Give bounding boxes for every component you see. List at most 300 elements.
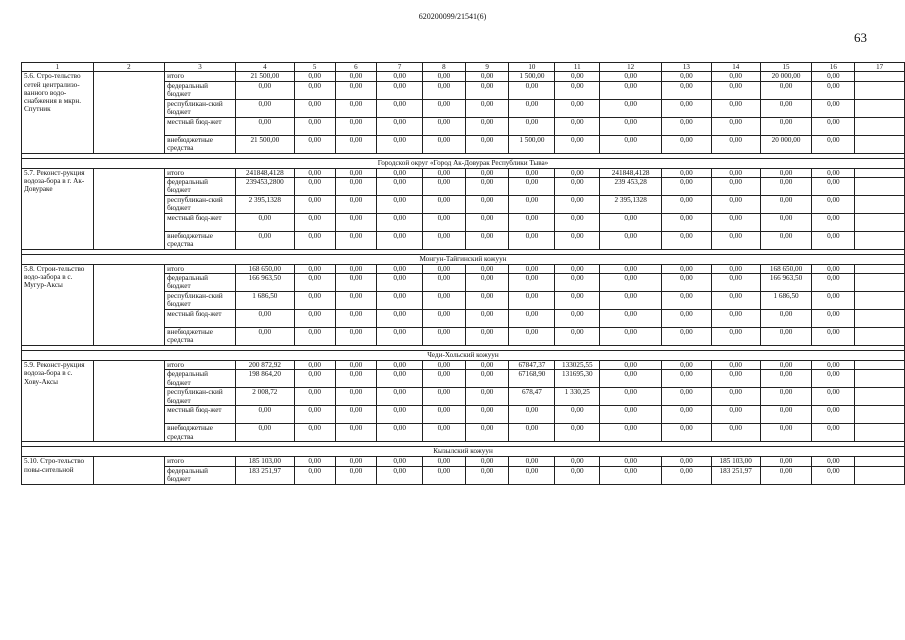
value-cell: 0,00 <box>812 72 855 81</box>
value-cell: 0,00 <box>294 81 335 99</box>
value-cell: 198 864,20 <box>235 370 294 388</box>
value-cell: 0,00 <box>555 72 600 81</box>
value-cell: 0,00 <box>465 81 509 99</box>
value-cell <box>855 466 905 484</box>
value-cell: 0,00 <box>812 328 855 346</box>
value-cell: 0,00 <box>812 135 855 153</box>
value-cell: 0,00 <box>509 231 555 249</box>
value-cell: 0,00 <box>294 406 335 424</box>
funding-source-label: республикан-ский бюджет <box>165 99 236 117</box>
column-2-cell <box>93 457 164 484</box>
value-cell: 0,00 <box>662 117 712 135</box>
value-cell: 0,00 <box>555 310 600 328</box>
value-cell: 67847,37 <box>509 361 555 370</box>
value-cell: 0,00 <box>555 168 600 177</box>
value-cell: 2 395,1328 <box>600 195 662 213</box>
value-cell: 0,00 <box>377 370 423 388</box>
value-cell: 0,00 <box>711 274 760 292</box>
value-cell: 0,00 <box>812 195 855 213</box>
value-cell: 0,00 <box>377 424 423 442</box>
value-cell: 0,00 <box>422 213 465 231</box>
value-cell: 0,00 <box>662 328 712 346</box>
value-cell: 0,00 <box>465 361 509 370</box>
value-cell: 0,00 <box>812 466 855 484</box>
value-cell: 0,00 <box>600 81 662 99</box>
table-row <box>22 264 905 273</box>
value-cell: 0,00 <box>812 168 855 177</box>
value-cell: 0,00 <box>711 406 760 424</box>
value-cell: 0,00 <box>662 457 712 466</box>
value-cell: 0,00 <box>335 388 377 406</box>
value-cell: 0,00 <box>711 177 760 195</box>
value-cell: 0,00 <box>235 328 294 346</box>
value-cell: 0,00 <box>600 231 662 249</box>
project-name: 5.9. Реконст-рукция водоза-бора в с. Хову-Аксы <box>22 361 94 442</box>
value-cell <box>855 328 905 346</box>
value-cell: 0,00 <box>465 99 509 117</box>
value-cell: 0,00 <box>335 292 377 310</box>
value-cell: 0,00 <box>812 231 855 249</box>
value-cell: 0,00 <box>711 168 760 177</box>
value-cell: 0,00 <box>422 457 465 466</box>
table-row <box>22 168 905 177</box>
value-cell: 0,00 <box>235 213 294 231</box>
value-cell: 0,00 <box>335 195 377 213</box>
value-cell: 0,00 <box>600 310 662 328</box>
column-number: 6 <box>335 63 377 72</box>
value-cell: 0,00 <box>812 274 855 292</box>
value-cell: 0,00 <box>662 99 712 117</box>
value-cell: 0,00 <box>600 361 662 370</box>
value-cell: 0,00 <box>377 231 423 249</box>
value-cell: 0,00 <box>812 361 855 370</box>
value-cell <box>855 231 905 249</box>
value-cell: 200 872,92 <box>235 361 294 370</box>
funding-source-label: федеральный бюджет <box>165 370 236 388</box>
value-cell <box>855 424 905 442</box>
column-2-cell <box>93 72 164 153</box>
value-cell: 678,47 <box>509 388 555 406</box>
value-cell: 241848,4128 <box>600 168 662 177</box>
value-cell: 0,00 <box>294 424 335 442</box>
value-cell: 0,00 <box>235 99 294 117</box>
value-cell: 0,00 <box>335 457 377 466</box>
value-cell: 0,00 <box>600 72 662 81</box>
value-cell: 0,00 <box>555 213 600 231</box>
value-cell: 0,00 <box>377 213 423 231</box>
value-cell: 0,00 <box>555 177 600 195</box>
value-cell: 0,00 <box>294 328 335 346</box>
value-cell: 0,00 <box>465 231 509 249</box>
value-cell: 0,00 <box>711 388 760 406</box>
value-cell: 0,00 <box>465 274 509 292</box>
value-cell: 0,00 <box>422 168 465 177</box>
value-cell: 0,00 <box>812 292 855 310</box>
value-cell: 0,00 <box>294 99 335 117</box>
value-cell: 0,00 <box>422 406 465 424</box>
funding-source-label: местный бюд-жет <box>165 213 236 231</box>
value-cell <box>855 81 905 99</box>
funding-source-label: внебюджетные средства <box>165 328 236 346</box>
header-row <box>22 63 905 72</box>
value-cell: 0,00 <box>555 135 600 153</box>
value-cell: 0,00 <box>377 72 423 81</box>
value-cell: 0,00 <box>422 117 465 135</box>
value-cell: 0,00 <box>760 457 812 466</box>
value-cell: 0,00 <box>377 466 423 484</box>
value-cell: 0,00 <box>422 328 465 346</box>
value-cell: 0,00 <box>294 466 335 484</box>
value-cell: 0,00 <box>422 424 465 442</box>
project-name: 5.8. Строи-тельство водо-забора в с. Мугур-Аксы <box>22 264 94 345</box>
value-cell: 0,00 <box>711 81 760 99</box>
value-cell: 0,00 <box>662 195 712 213</box>
column-2-cell <box>93 264 164 345</box>
value-cell: 241848,4128 <box>235 168 294 177</box>
value-cell: 0,00 <box>422 274 465 292</box>
funding-source-label: местный бюд-жет <box>165 117 236 135</box>
funding-source-label: внебюджетные средства <box>165 231 236 249</box>
section-title-row <box>22 254 905 264</box>
column-number: 1 <box>22 63 94 72</box>
value-cell: 0,00 <box>335 117 377 135</box>
value-cell: 0,00 <box>235 406 294 424</box>
value-cell: 0,00 <box>335 361 377 370</box>
value-cell <box>855 310 905 328</box>
value-cell: 20 000,00 <box>760 135 812 153</box>
value-cell: 185 103,00 <box>235 457 294 466</box>
value-cell: 2 008,72 <box>235 388 294 406</box>
value-cell: 0,00 <box>335 177 377 195</box>
value-cell: 0,00 <box>465 195 509 213</box>
value-cell: 0,00 <box>600 135 662 153</box>
value-cell: 0,00 <box>509 213 555 231</box>
column-number: 13 <box>662 63 712 72</box>
value-cell: 0,00 <box>600 370 662 388</box>
value-cell: 0,00 <box>760 388 812 406</box>
value-cell: 0,00 <box>711 117 760 135</box>
column-number: 16 <box>812 63 855 72</box>
value-cell: 0,00 <box>422 99 465 117</box>
value-cell: 0,00 <box>465 370 509 388</box>
value-cell: 183 251,97 <box>711 466 760 484</box>
value-cell: 185 103,00 <box>711 457 760 466</box>
value-cell: 0,00 <box>711 361 760 370</box>
value-cell: 0,00 <box>760 361 812 370</box>
value-cell: 0,00 <box>465 388 509 406</box>
value-cell: 0,00 <box>555 292 600 310</box>
value-cell: 0,00 <box>509 168 555 177</box>
value-cell: 0,00 <box>600 292 662 310</box>
section-title-row <box>22 447 905 457</box>
value-cell: 0,00 <box>711 424 760 442</box>
value-cell: 0,00 <box>377 195 423 213</box>
column-number: 10 <box>509 63 555 72</box>
column-number: 2 <box>93 63 164 72</box>
column-number: 14 <box>711 63 760 72</box>
budget-table <box>21 62 905 485</box>
project-name: 5.6. Стро-тельство сетей централизо-ванного водо-снабжения в мкрн. Спутник <box>22 72 94 153</box>
value-cell: 0,00 <box>812 424 855 442</box>
table-row <box>22 72 905 81</box>
value-cell: 1 686,50 <box>235 292 294 310</box>
column-number: 12 <box>600 63 662 72</box>
value-cell: 0,00 <box>760 117 812 135</box>
section-title-row <box>22 158 905 168</box>
value-cell: 0,00 <box>377 117 423 135</box>
column-number: 9 <box>465 63 509 72</box>
value-cell: 0,00 <box>662 406 712 424</box>
value-cell: 0,00 <box>422 388 465 406</box>
column-number: 4 <box>235 63 294 72</box>
value-cell: 0,00 <box>555 81 600 99</box>
value-cell: 0,00 <box>422 231 465 249</box>
value-cell: 0,00 <box>555 466 600 484</box>
value-cell: 0,00 <box>377 406 423 424</box>
value-cell: 0,00 <box>377 274 423 292</box>
value-cell: 0,00 <box>377 328 423 346</box>
value-cell: 0,00 <box>335 466 377 484</box>
value-cell: 67168,90 <box>509 370 555 388</box>
value-cell: 0,00 <box>335 213 377 231</box>
value-cell: 0,00 <box>509 195 555 213</box>
value-cell <box>855 264 905 273</box>
value-cell: 0,00 <box>465 213 509 231</box>
value-cell: 0,00 <box>335 168 377 177</box>
value-cell: 131695,30 <box>555 370 600 388</box>
value-cell <box>855 361 905 370</box>
column-number: 17 <box>855 63 905 72</box>
value-cell: 0,00 <box>422 292 465 310</box>
value-cell: 0,00 <box>294 231 335 249</box>
value-cell: 166 963,50 <box>760 274 812 292</box>
table-row <box>22 457 905 466</box>
value-cell: 0,00 <box>509 274 555 292</box>
value-cell: 0,00 <box>377 135 423 153</box>
funding-source-label: итого <box>165 457 236 466</box>
value-cell: 0,00 <box>812 264 855 273</box>
value-cell: 0,00 <box>335 328 377 346</box>
funding-source-label: республикан-ский бюджет <box>165 195 236 213</box>
value-cell: 0,00 <box>555 117 600 135</box>
value-cell: 0,00 <box>294 195 335 213</box>
funding-source-label: местный бюд-жет <box>165 310 236 328</box>
value-cell: 0,00 <box>555 457 600 466</box>
value-cell: 0,00 <box>465 406 509 424</box>
value-cell: 0,00 <box>662 466 712 484</box>
value-cell: 0,00 <box>377 361 423 370</box>
value-cell: 2 395,1328 <box>235 195 294 213</box>
value-cell: 0,00 <box>509 466 555 484</box>
value-cell: 0,00 <box>294 310 335 328</box>
value-cell: 0,00 <box>377 310 423 328</box>
value-cell: 0,00 <box>235 81 294 99</box>
value-cell: 0,00 <box>555 424 600 442</box>
value-cell: 0,00 <box>235 310 294 328</box>
value-cell: 0,00 <box>235 117 294 135</box>
value-cell: 0,00 <box>760 81 812 99</box>
value-cell <box>855 213 905 231</box>
value-cell: 0,00 <box>509 292 555 310</box>
value-cell <box>855 406 905 424</box>
value-cell: 0,00 <box>760 466 812 484</box>
value-cell: 0,00 <box>711 99 760 117</box>
value-cell: 0,00 <box>600 388 662 406</box>
value-cell: 0,00 <box>465 168 509 177</box>
value-cell: 0,00 <box>377 264 423 273</box>
funding-source-label: федеральный бюджет <box>165 466 236 484</box>
value-cell: 0,00 <box>812 117 855 135</box>
value-cell: 0,00 <box>760 231 812 249</box>
value-cell <box>855 99 905 117</box>
value-cell: 0,00 <box>335 264 377 273</box>
column-number: 11 <box>555 63 600 72</box>
value-cell: 0,00 <box>465 72 509 81</box>
project-name: 5.10. Стро-тельство повы-сительной <box>22 457 94 484</box>
funding-source-label: внебюджетные средства <box>165 135 236 153</box>
value-cell: 0,00 <box>465 177 509 195</box>
funding-source-label: итого <box>165 72 236 81</box>
value-cell: 0,00 <box>377 457 423 466</box>
column-number: 5 <box>294 63 335 72</box>
value-cell: 0,00 <box>422 81 465 99</box>
value-cell: 0,00 <box>294 361 335 370</box>
value-cell <box>855 370 905 388</box>
value-cell: 1 686,50 <box>760 292 812 310</box>
value-cell: 0,00 <box>422 135 465 153</box>
value-cell: 0,00 <box>335 135 377 153</box>
value-cell: 0,00 <box>377 81 423 99</box>
value-cell: 0,00 <box>662 292 712 310</box>
value-cell: 0,00 <box>760 99 812 117</box>
value-cell <box>855 168 905 177</box>
value-cell: 0,00 <box>294 457 335 466</box>
value-cell: 0,00 <box>335 72 377 81</box>
value-cell: 0,00 <box>662 388 712 406</box>
value-cell: 0,00 <box>509 99 555 117</box>
value-cell: 0,00 <box>600 328 662 346</box>
value-cell: 0,00 <box>812 99 855 117</box>
value-cell: 0,00 <box>422 177 465 195</box>
value-cell: 0,00 <box>812 457 855 466</box>
section-title: Чеди-Хольский кожуун <box>22 351 905 361</box>
value-cell: 0,00 <box>335 81 377 99</box>
table-row <box>22 361 905 370</box>
document-id: 620200099/21541(6) <box>418 12 487 21</box>
funding-source-label: местный бюд-жет <box>165 406 236 424</box>
value-cell: 0,00 <box>662 135 712 153</box>
value-cell <box>855 388 905 406</box>
value-cell: 0,00 <box>555 264 600 273</box>
value-cell: 0,00 <box>422 72 465 81</box>
funding-source-label: республикан-ский бюджет <box>165 388 236 406</box>
value-cell: 0,00 <box>422 361 465 370</box>
value-cell: 0,00 <box>662 213 712 231</box>
value-cell: 0,00 <box>294 117 335 135</box>
value-cell: 0,00 <box>555 195 600 213</box>
funding-source-label: республикан-ский бюджет <box>165 292 236 310</box>
value-cell: 0,00 <box>235 424 294 442</box>
value-cell: 0,00 <box>662 177 712 195</box>
value-cell: 0,00 <box>465 292 509 310</box>
value-cell: 20 000,00 <box>760 72 812 81</box>
value-cell: 0,00 <box>760 168 812 177</box>
value-cell: 0,00 <box>509 328 555 346</box>
value-cell: 0,00 <box>662 231 712 249</box>
column-2-cell <box>93 361 164 442</box>
value-cell: 0,00 <box>812 177 855 195</box>
value-cell: 0,00 <box>465 135 509 153</box>
value-cell: 0,00 <box>509 406 555 424</box>
value-cell: 0,00 <box>600 99 662 117</box>
value-cell: 0,00 <box>662 81 712 99</box>
funding-source-label: итого <box>165 361 236 370</box>
value-cell: 0,00 <box>294 135 335 153</box>
value-cell: 0,00 <box>711 370 760 388</box>
funding-source-label: внебюджетные средства <box>165 424 236 442</box>
value-cell: 0,00 <box>294 177 335 195</box>
value-cell: 0,00 <box>711 264 760 273</box>
value-cell: 168 650,00 <box>760 264 812 273</box>
value-cell: 0,00 <box>465 117 509 135</box>
value-cell: 239453,2800 <box>235 177 294 195</box>
value-cell: 0,00 <box>711 292 760 310</box>
value-cell: 0,00 <box>509 117 555 135</box>
value-cell: 0,00 <box>555 99 600 117</box>
value-cell: 1 500,00 <box>509 135 555 153</box>
value-cell: 0,00 <box>294 72 335 81</box>
value-cell: 0,00 <box>555 274 600 292</box>
value-cell: 0,00 <box>662 264 712 273</box>
value-cell: 0,00 <box>335 310 377 328</box>
section-title: Городской округ «Город Ак-Довурак Республики Тыва» <box>22 158 905 168</box>
value-cell: 166 963,50 <box>235 274 294 292</box>
value-cell: 21 500,00 <box>235 135 294 153</box>
value-cell <box>855 177 905 195</box>
value-cell: 0,00 <box>465 310 509 328</box>
value-cell: 0,00 <box>555 231 600 249</box>
value-cell <box>855 117 905 135</box>
value-cell: 0,00 <box>377 99 423 117</box>
value-cell: 0,00 <box>711 195 760 213</box>
value-cell: 0,00 <box>377 168 423 177</box>
value-cell: 0,00 <box>600 213 662 231</box>
value-cell: 0,00 <box>711 231 760 249</box>
value-cell: 0,00 <box>812 310 855 328</box>
value-cell: 0,00 <box>465 424 509 442</box>
page-number: 63 <box>854 30 867 45</box>
funding-source-label: итого <box>165 168 236 177</box>
value-cell: 0,00 <box>422 466 465 484</box>
value-cell: 0,00 <box>812 406 855 424</box>
value-cell: 0,00 <box>335 99 377 117</box>
value-cell: 0,00 <box>465 328 509 346</box>
value-cell: 0,00 <box>509 424 555 442</box>
value-cell: 0,00 <box>662 274 712 292</box>
value-cell: 0,00 <box>711 328 760 346</box>
value-cell: 0,00 <box>509 177 555 195</box>
value-cell: 0,00 <box>600 406 662 424</box>
value-cell: 0,00 <box>509 264 555 273</box>
section-title-row <box>22 351 905 361</box>
column-2-cell <box>93 168 164 249</box>
column-number: 8 <box>422 63 465 72</box>
value-cell: 0,00 <box>760 177 812 195</box>
value-cell: 239 453,28 <box>600 177 662 195</box>
value-cell: 0,00 <box>555 406 600 424</box>
funding-source-label: федеральный бюджет <box>165 177 236 195</box>
value-cell: 0,00 <box>812 370 855 388</box>
